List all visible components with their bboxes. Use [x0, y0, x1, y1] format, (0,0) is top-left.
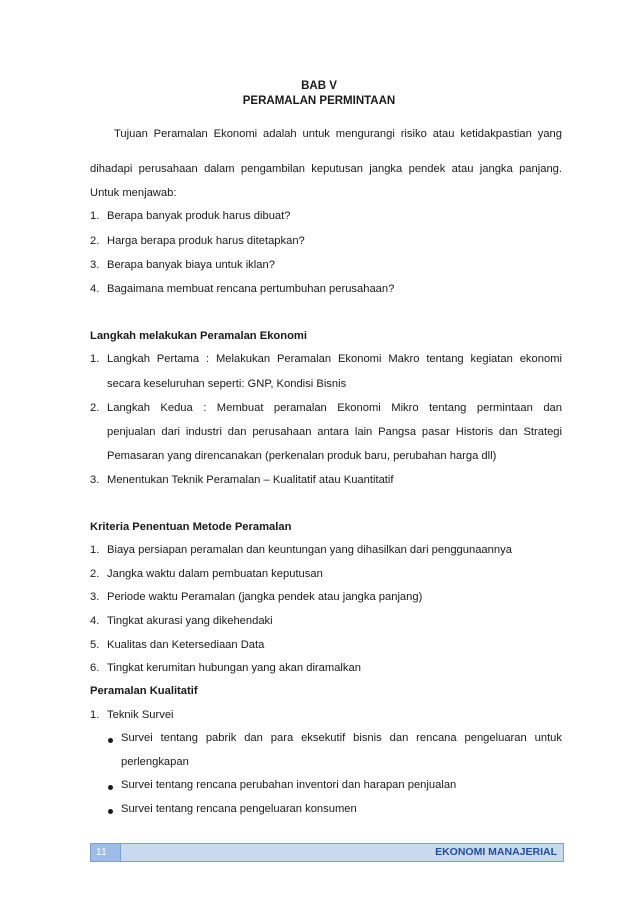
- list-number: 3.: [90, 474, 100, 486]
- bullet-icon: [108, 785, 113, 790]
- intro-line-1: Tujuan Peramalan Ekonomi adalah untuk mengurangi risiko atau ketidakpastian yang: [114, 128, 562, 140]
- list-item: [90, 283, 562, 295]
- chapter-label: BAB V: [301, 80, 337, 92]
- list-text-continued: penjualan dari industri dan perusahaan antara lain Pangsa pasar Historis dan Strategi: [107, 426, 562, 438]
- list-text: Kualitas dan Ketersediaan Data: [107, 639, 265, 651]
- list-item: [90, 709, 562, 721]
- list-text: Menentukan Teknik Peramalan – Kualitatif atau Kuantitatif: [107, 474, 394, 486]
- list-text: Berapa banyak produk harus dibuat?: [107, 210, 291, 222]
- list-item: [90, 402, 562, 414]
- intro-line-2: dihadapi perusahaan dalam pengambilan keputusan jangka pendek atau jangka panjang.: [90, 163, 562, 175]
- list-item: [90, 662, 562, 674]
- list-number: 1.: [90, 709, 100, 721]
- list-text-continued: secara keseluruhan seperti: GNP, Kondisi Bisnis: [107, 378, 347, 390]
- list-item: [90, 639, 562, 651]
- list-item: [90, 353, 562, 365]
- list-text: Bagaimana membuat rencana pertumbuhan perusahaan?: [107, 283, 395, 295]
- list-text-continued: Pemasaran yang direncanakan (perkenalan produk baru, perubahan harga dll): [107, 450, 497, 462]
- list-item: [90, 544, 562, 556]
- list-number: 3.: [90, 259, 100, 271]
- list-text: Berapa banyak biaya untuk iklan?: [107, 259, 275, 271]
- list-text: Langkah Pertama : Melakukan Peramalan Ekonomi Makro tentang kegiatan ekonomi: [107, 353, 562, 365]
- list-number: 6.: [90, 662, 100, 674]
- section-heading-kualitatif: Peramalan Kualitatif: [90, 685, 198, 697]
- list-number: 3.: [90, 591, 100, 603]
- list-number: 2.: [90, 402, 100, 414]
- list-text: Langkah Kedua : Membuat peramalan Ekonomi Mikro tentang permintaan dan: [107, 402, 562, 414]
- bullet-text-continued: perlengkapan: [121, 756, 189, 768]
- section-heading-langkah: Langkah melakukan Peramalan Ekonomi: [90, 330, 307, 342]
- list-number: 2.: [90, 568, 100, 580]
- list-item: [90, 474, 562, 486]
- list-number: 4.: [90, 615, 100, 627]
- list-number: 1.: [90, 210, 100, 222]
- list-number: 2.: [90, 235, 100, 247]
- list-number: 1.: [90, 544, 100, 556]
- list-item: [90, 259, 562, 271]
- bullet-icon: [108, 809, 113, 814]
- list-item: [90, 568, 562, 580]
- list-text: Jangka waktu dalam pembuatan keputusan: [107, 568, 323, 580]
- page-title: PERAMALAN PERMINTAAN: [242, 95, 396, 107]
- bullet-text: Survei tentang rencana pengeluaran konsumen: [121, 803, 357, 815]
- list-text: Biaya persiapan peramalan dan keuntungan yang dihasilkan dari penggunaannya: [107, 544, 512, 556]
- list-number: 1.: [90, 353, 100, 365]
- list-item: [90, 615, 562, 627]
- list-text: Teknik Survei: [107, 709, 174, 721]
- page-number: 11: [91, 844, 121, 861]
- list-number: 5.: [90, 639, 100, 651]
- list-text: Harga berapa produk harus ditetapkan?: [107, 235, 305, 247]
- section-heading-kriteria: Kriteria Penentuan Metode Peramalan: [90, 521, 292, 533]
- bullet-text: Survei tentang pabrik dan para eksekutif bisnis dan rencana pengeluaran untuk: [121, 732, 562, 744]
- intro-line-3: Untuk menjawab:: [90, 187, 177, 199]
- bullet-icon: [108, 738, 113, 743]
- list-item: [90, 210, 562, 222]
- list-text: Tingkat akurasi yang dikehendaki: [107, 615, 273, 627]
- page-footer: [90, 843, 564, 862]
- footer-title: EKONOMI MANAJERIAL: [435, 846, 557, 858]
- list-text: Periode waktu Peramalan (jangka pendek atau jangka panjang): [107, 591, 423, 603]
- list-item: [90, 235, 562, 247]
- list-number: 4.: [90, 283, 100, 295]
- list-item: [90, 591, 562, 603]
- list-text: Tingkat kerumitan hubungan yang akan diramalkan: [107, 662, 361, 674]
- bullet-text: Survei tentang rencana perubahan inventori dan harapan penjualan: [121, 779, 457, 791]
